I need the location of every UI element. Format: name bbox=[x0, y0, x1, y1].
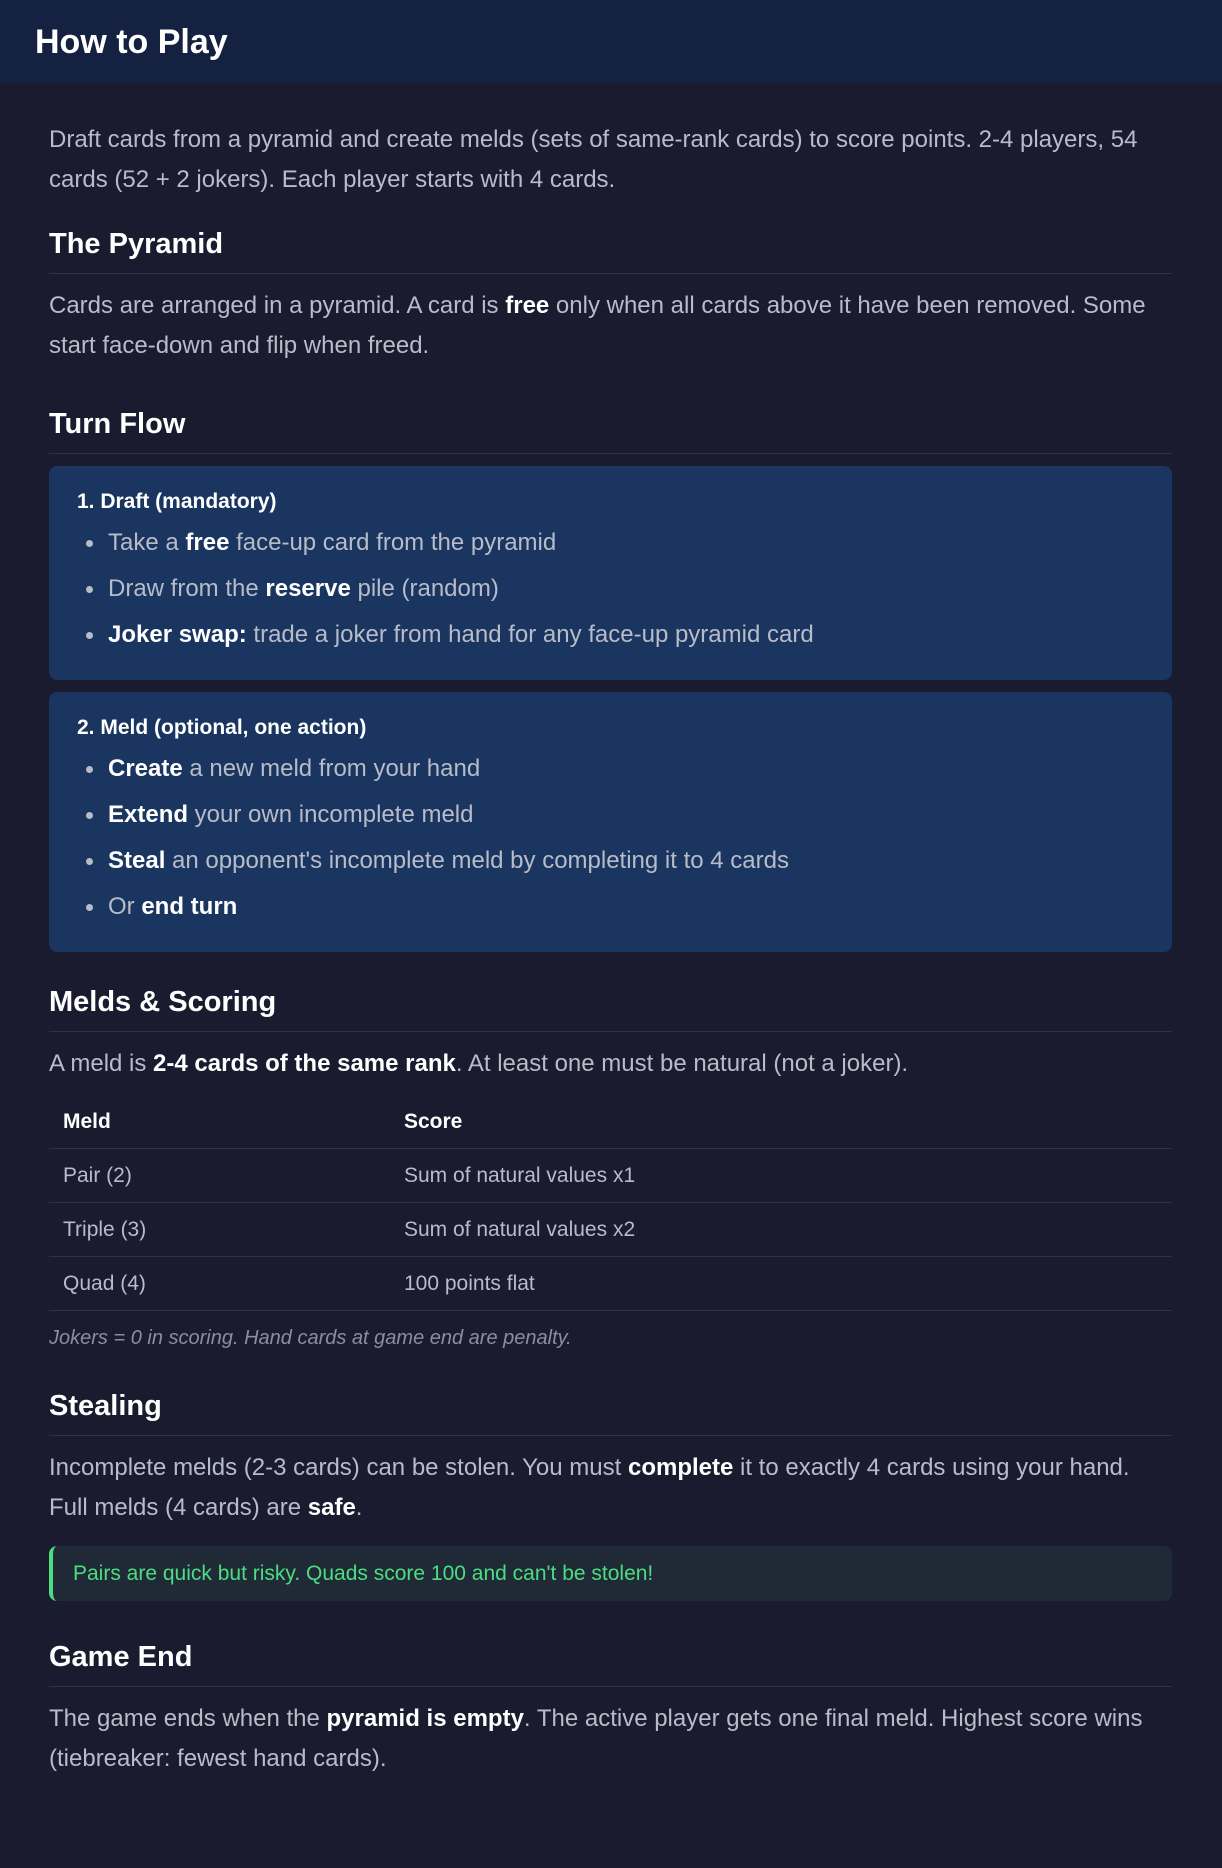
text-span: . bbox=[355, 1494, 363, 1521]
column-header-meld: Meld bbox=[49, 1100, 390, 1149]
section-heading-melds-scoring: Melds & Scoring bbox=[49, 986, 1172, 1032]
table-row bbox=[49, 1149, 1172, 1203]
meld-title: 2. Meld (optional, one action) bbox=[77, 716, 367, 739]
column-header-score: Score bbox=[390, 1100, 1172, 1149]
emphasis: end turn bbox=[141, 893, 238, 920]
text-span: A meld is bbox=[49, 1050, 154, 1077]
scoring-table bbox=[49, 1100, 1172, 1311]
list-item bbox=[86, 520, 1144, 566]
text-span: trade a joker from hand for any face-up pyramid card bbox=[246, 621, 814, 648]
draft-title: 1. Draft (mandatory) bbox=[77, 490, 277, 513]
emphasis: Steal bbox=[108, 847, 166, 874]
text-span: an opponent's incomplete meld by completing it to 4 cards bbox=[165, 847, 789, 874]
text-span: . The active player gets one final meld. Highest score wins (tiebreaker: fewest hand cards). bbox=[49, 1705, 1143, 1772]
pyramid-text bbox=[49, 286, 1172, 366]
emphasis: Joker swap: bbox=[108, 621, 247, 648]
text-span: . At least one must be natural (not a joker). bbox=[455, 1050, 909, 1077]
meld-box bbox=[49, 692, 1172, 952]
table-cell: Triple (3) bbox=[49, 1203, 390, 1257]
list-item bbox=[86, 612, 1144, 658]
emphasis: free bbox=[185, 529, 230, 556]
table-header-row bbox=[49, 1100, 1172, 1149]
table-cell: Quad (4) bbox=[49, 1257, 390, 1311]
section-heading-turn-flow: Turn Flow bbox=[49, 408, 1172, 454]
text-span: Draw from the bbox=[108, 575, 266, 602]
text-span: only when all cards above it have been removed. Some start face-down and flip when freed. bbox=[49, 292, 1146, 359]
rules-content bbox=[0, 84, 1222, 1779]
section-heading-stealing: Stealing bbox=[49, 1390, 1172, 1436]
text-span: your own incomplete meld bbox=[188, 801, 474, 828]
text-span: it to exactly 4 cards using your hand. Full melds (4 cards) are bbox=[49, 1454, 1130, 1521]
table-row bbox=[49, 1257, 1172, 1311]
intro-text: Draft cards from a pyramid and create melds (sets of same-rank cards) to score points. 2-4 players, 54 cards (52 + 2 jokers). Each player starts with 4 cards. bbox=[49, 126, 1138, 193]
emphasis: Extend bbox=[108, 801, 189, 828]
emphasis: reserve bbox=[265, 575, 351, 602]
emphasis: complete bbox=[627, 1454, 734, 1481]
table-cell: Pair (2) bbox=[49, 1149, 390, 1203]
text-span: Take a bbox=[108, 529, 186, 556]
melds-text bbox=[49, 1044, 1172, 1084]
stealing-text bbox=[49, 1448, 1172, 1528]
table-row bbox=[49, 1203, 1172, 1257]
text-span: a new meld from your hand bbox=[182, 755, 481, 782]
text-span: face-up card from the pyramid bbox=[229, 529, 557, 556]
list-item bbox=[86, 746, 1144, 792]
section-heading-pyramid: The Pyramid bbox=[49, 228, 1172, 274]
draft-box bbox=[49, 466, 1172, 680]
list-item bbox=[86, 792, 1144, 838]
text-span: The game ends when the bbox=[49, 1705, 327, 1732]
page-title: How to Play bbox=[35, 22, 228, 61]
text-span: Cards are arranged in a pyramid. A card is bbox=[49, 292, 506, 319]
text-span: Or bbox=[108, 893, 142, 920]
text-span: Incomplete melds (2-3 cards) can be stolen. You must bbox=[49, 1454, 628, 1481]
header bbox=[0, 0, 1222, 84]
table-cell: Sum of natural values x2 bbox=[390, 1203, 1172, 1257]
emphasis-free: free bbox=[505, 292, 550, 319]
list-item bbox=[86, 838, 1144, 884]
meld-list bbox=[77, 746, 1144, 930]
draft-list bbox=[77, 520, 1144, 658]
emphasis: 2-4 cards of the same rank bbox=[153, 1050, 456, 1077]
section-heading-game-end: Game End bbox=[49, 1641, 1172, 1687]
list-item bbox=[86, 566, 1144, 612]
emphasis: pyramid is empty bbox=[326, 1705, 524, 1732]
emphasis: Create bbox=[108, 755, 183, 782]
text-span: pile (random) bbox=[350, 575, 499, 602]
game-end-text bbox=[49, 1699, 1172, 1779]
table-cell: Sum of natural values x1 bbox=[390, 1149, 1172, 1203]
table-cell: 100 points flat bbox=[390, 1257, 1172, 1311]
scoring-note: Jokers = 0 in scoring. Hand cards at game end are penalty. bbox=[49, 1327, 572, 1349]
tip-callout: Pairs are quick but risky. Quads score 100 and can't be stolen! bbox=[49, 1546, 1172, 1601]
emphasis: safe bbox=[307, 1494, 356, 1521]
list-item bbox=[86, 884, 1144, 930]
